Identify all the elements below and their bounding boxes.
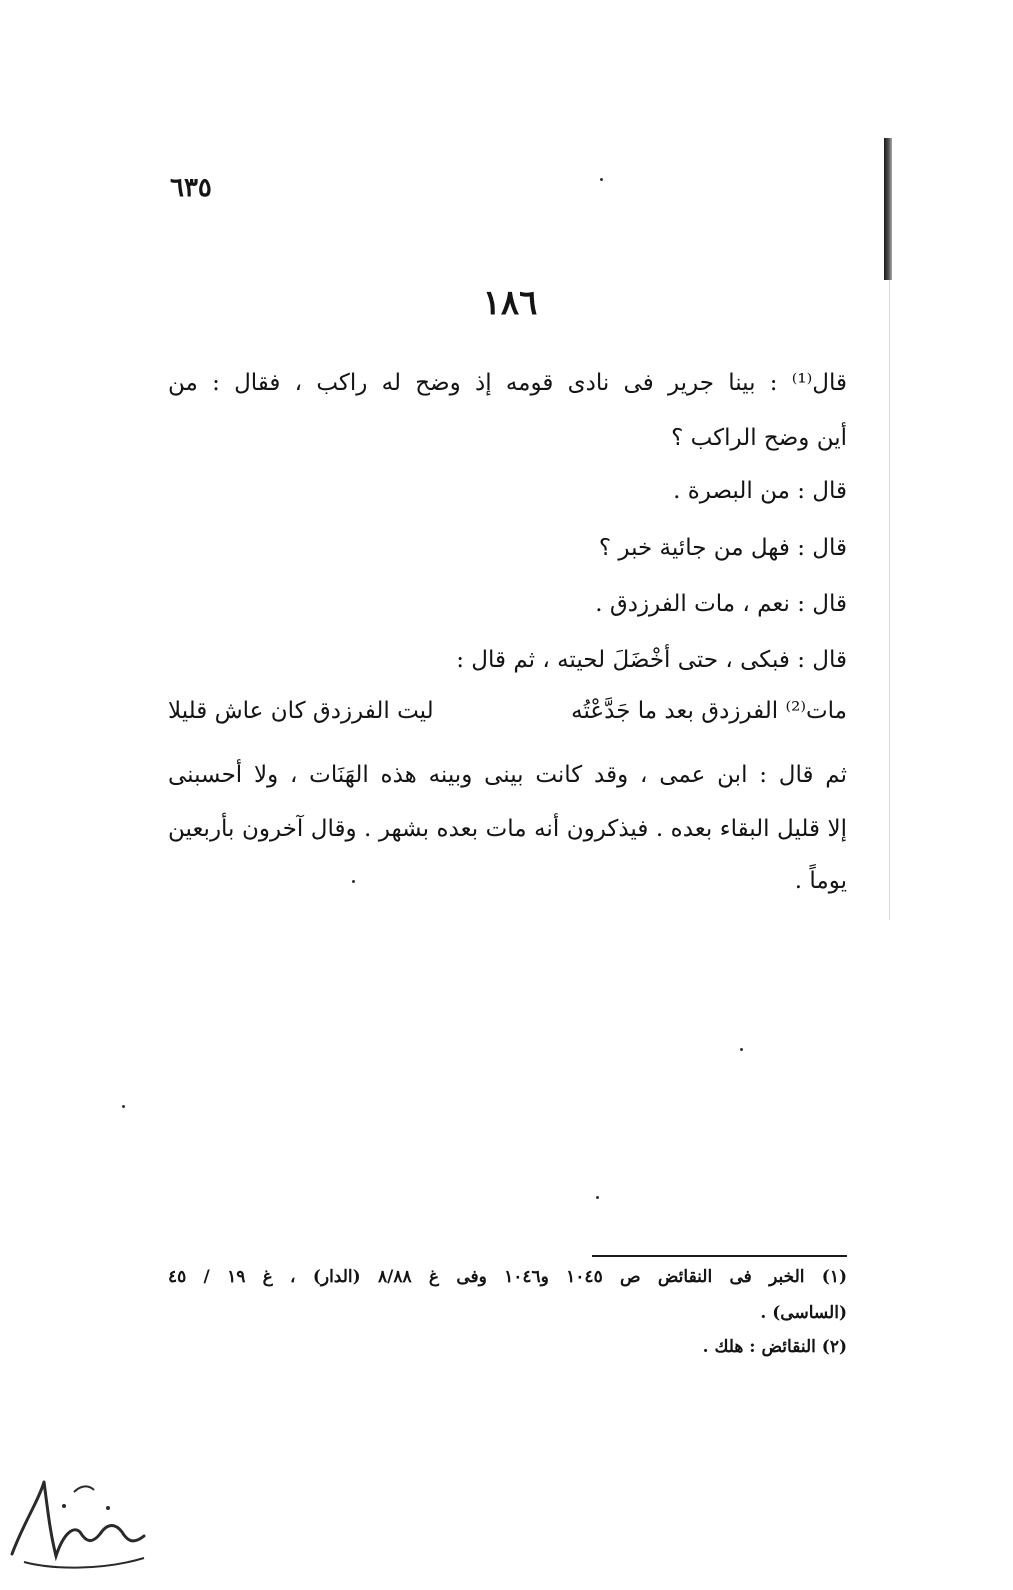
scan-speck: [352, 880, 355, 883]
folio-number: ٦٣٥: [170, 173, 212, 203]
body-line-8: ثم قال : ابن عمى ، وقد كانت بينى وبينه هذه الهَنَات ، ولا أحسبنى: [168, 762, 847, 788]
footnote-separator: [592, 1255, 847, 1257]
body-line-2: أين وضح الراكب ؟: [671, 425, 847, 451]
poem-verse: [168, 694, 847, 728]
scan-speck: [600, 178, 603, 181]
body-line-6: قال : فبكى ، حتى أخْضَلَ لحيته ، ثم قال :: [456, 647, 847, 673]
body-line-1: قال⁽¹⁾ : بينا جرير فى نادى قومه إذ وضح له راكب ، فقال : من: [168, 370, 847, 396]
body-line-3: قال : من البصرة .: [673, 478, 847, 504]
footnote-2: (٢) النقائض : هلك .: [702, 1337, 847, 1357]
body-line-10: يوماً .: [794, 868, 847, 894]
body-line-4: قال : فهل من جائية خبر ؟: [598, 535, 847, 561]
calligraphic-seal-icon: [4, 1462, 152, 1582]
body-line-9: إلا قليل البقاء بعده . فيذكرون أنه مات بعده بشهر . وقال آخرون بأربعين: [168, 816, 847, 842]
scan-speck: [740, 1048, 743, 1051]
scan-edge-shadow: [884, 138, 892, 280]
seal-graphic: [4, 1462, 152, 1582]
body-line-5: قال : نعم ، مات الفرزدق .: [595, 591, 847, 617]
section-number: ١٨٦: [482, 283, 538, 323]
scan-speck: [122, 1105, 125, 1108]
scan-edge-line: [889, 280, 890, 920]
footnote-1-line-1: (١) الخبر فى النقائض ص ١٠٤٥ و١٠٤٦ وفى غ ٨/٨٨ (الدار) ، غ ١٩ / ٤٥: [168, 1267, 848, 1287]
verse-second-hemistich: ليت الفرزدق كان عاش قليلا: [168, 698, 434, 724]
scan-speck: [596, 1196, 599, 1199]
verse-first-hemistich: مات⁽²⁾ الفرزدق بعد ما جَدَّعْتُه: [571, 698, 847, 724]
footnote-1-line-2: (الساسى) .: [760, 1303, 847, 1323]
